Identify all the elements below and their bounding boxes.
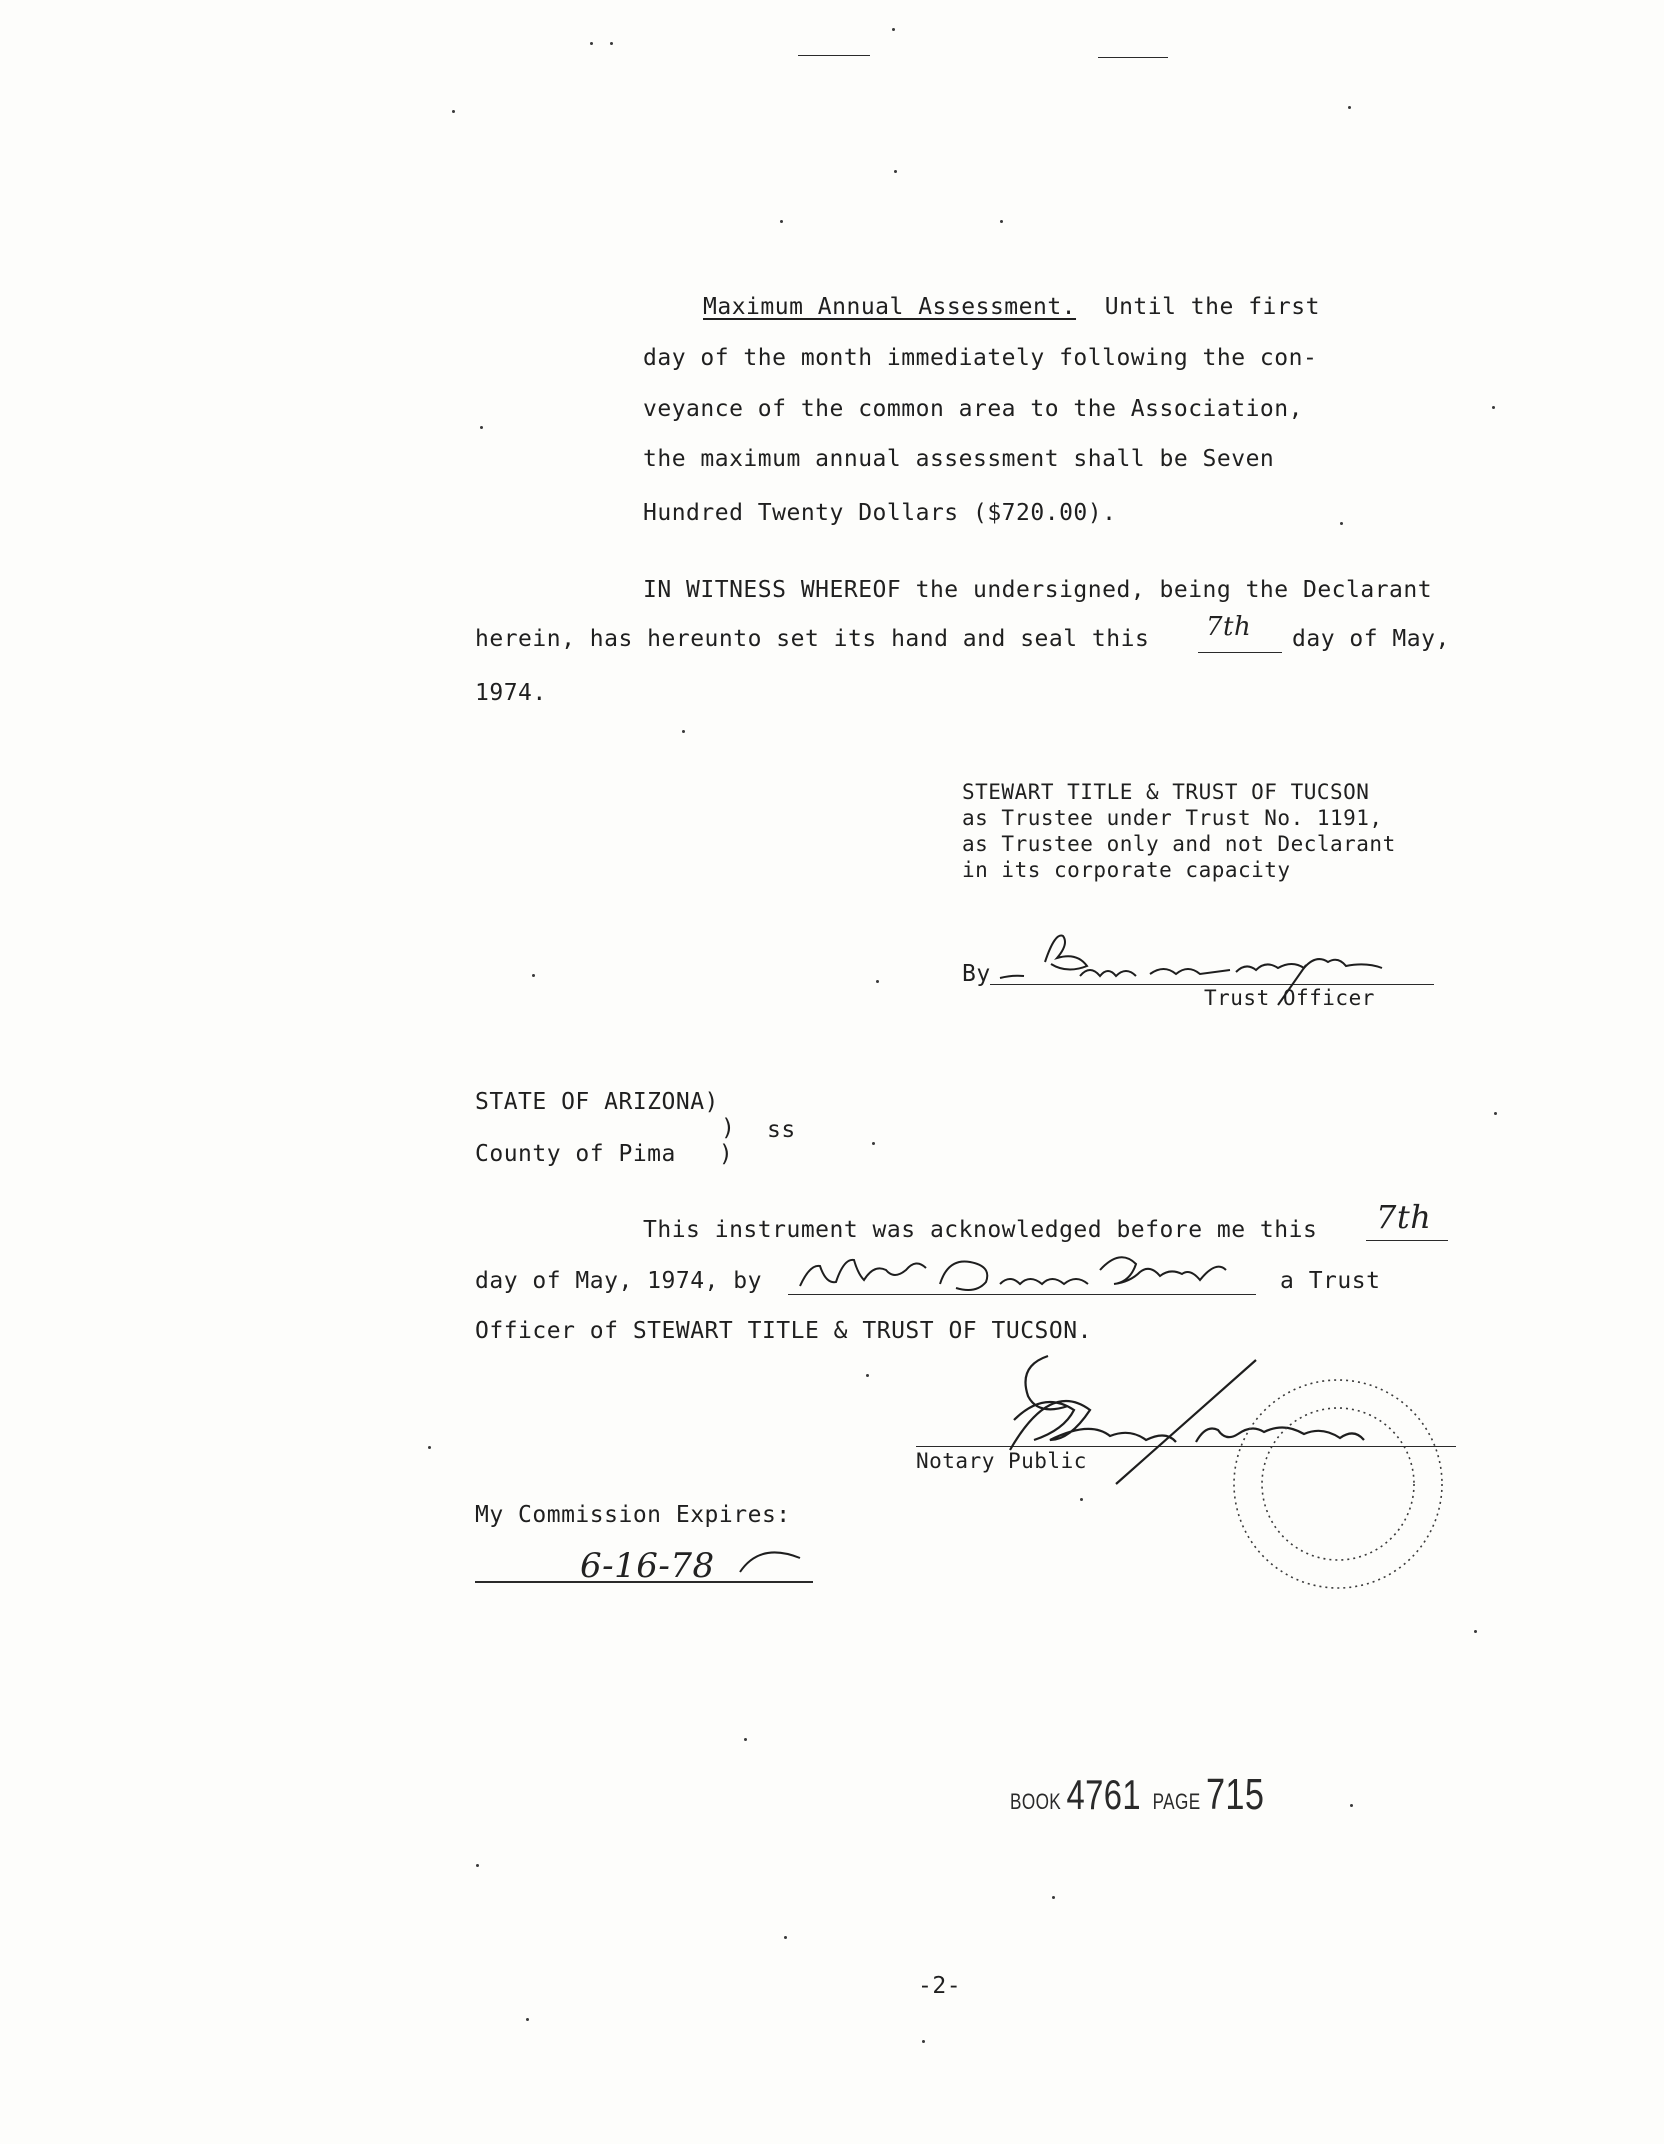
scan-speck	[476, 1864, 479, 1867]
scan-speck	[876, 980, 879, 983]
trustee-line-2: as Trustee under Trust No. 1191,	[962, 806, 1383, 830]
witness-day-handwritten: 7th	[1206, 612, 1252, 642]
scan-speck	[922, 2040, 925, 2043]
assessment-line-1-rest: Until the first	[1076, 294, 1320, 320]
scan-speck	[1474, 1630, 1477, 1633]
by-label: By	[962, 961, 991, 987]
ack-line-3: Officer of STEWART TITLE & TRUST OF TUCSON.	[475, 1318, 1092, 1344]
scan-speck	[532, 974, 535, 977]
scan-speck	[428, 1446, 431, 1449]
scan-speck	[744, 1738, 747, 1741]
ack-line-1-start: This instrument was acknowledged before me this	[643, 1217, 1318, 1243]
scan-speck	[1348, 106, 1351, 109]
trustee-line-4: in its corporate capacity	[962, 858, 1291, 882]
scan-speck	[682, 730, 685, 733]
witness-line-3: 1974.	[475, 680, 547, 706]
scan-speck	[780, 220, 783, 223]
witness-line-2-start: herein, has hereunto set its hand and seal this	[475, 626, 1150, 652]
scan-speck	[1000, 220, 1003, 223]
notary-title: Notary Public	[916, 1449, 1087, 1473]
scan-speck	[1052, 1896, 1055, 1899]
scan-speck	[872, 1142, 875, 1145]
witness-line-1: IN WITNESS WHEREOF the undersigned, being the Declarant	[643, 577, 1433, 603]
page-label: PAGE	[1152, 1789, 1201, 1814]
assessment-line-4: the maximum annual assessment shall be Seven	[643, 446, 1275, 472]
assessment-line-3: veyance of the common area to the Association,	[643, 396, 1303, 422]
scan-speck	[1340, 522, 1343, 525]
assessment-line-2: day of the month immediately following the con-	[643, 345, 1318, 371]
book-number: 4761	[1066, 1771, 1141, 1818]
commission-label: My Commission Expires:	[475, 1502, 791, 1528]
ack-day-handwritten: 7th	[1376, 1198, 1432, 1236]
scan-speck	[892, 28, 895, 31]
venue-state: STATE OF ARIZONA)	[475, 1089, 719, 1115]
notary-signature	[1010, 1356, 1364, 1484]
commission-date-flourish	[740, 1552, 800, 1572]
assessment-line-5: Hundred Twenty Dollars ($720.00).	[643, 500, 1117, 526]
trustee-line-1: STEWART TITLE & TRUST OF TUCSON	[962, 780, 1370, 804]
scan-speck	[1350, 1804, 1353, 1807]
notary-seal	[1234, 1380, 1442, 1588]
commission-date-handwritten: 6-16-78	[580, 1546, 715, 1586]
book-label: BOOK	[1010, 1789, 1062, 1814]
trustee-line-3: as Trustee only and not Declarant	[962, 832, 1396, 856]
trust-officer-signature	[1000, 936, 1382, 1005]
scan-speck	[590, 42, 593, 45]
scan-speck	[894, 170, 897, 173]
scan-speck	[480, 426, 483, 429]
acknowledged-signer-signature	[800, 1257, 1226, 1290]
scan-speck	[452, 110, 455, 113]
scan-speck	[1492, 406, 1495, 409]
assessment-heading: Maximum Annual Assessment.	[703, 294, 1077, 320]
venue-county: County of Pima )	[475, 1141, 734, 1167]
scan-speck	[866, 1374, 869, 1377]
ack-line-2-start: day of May, 1974, by	[475, 1268, 762, 1294]
scan-speck	[1080, 1498, 1083, 1501]
venue-bracket: )	[721, 1115, 736, 1141]
scan-speck	[1494, 1112, 1497, 1115]
trust-officer-title: Trust Officer	[1204, 986, 1375, 1010]
scan-speck	[610, 42, 613, 45]
venue-ss: ss	[767, 1117, 796, 1143]
page-number: 715	[1205, 1770, 1265, 1819]
scan-speck	[784, 1936, 787, 1939]
page-number-footer: -2-	[918, 1973, 962, 1999]
scan-speck	[526, 2018, 529, 2021]
witness-line-2-end: day of May,	[1292, 626, 1450, 652]
ack-line-2-end: a Trust	[1280, 1268, 1381, 1294]
